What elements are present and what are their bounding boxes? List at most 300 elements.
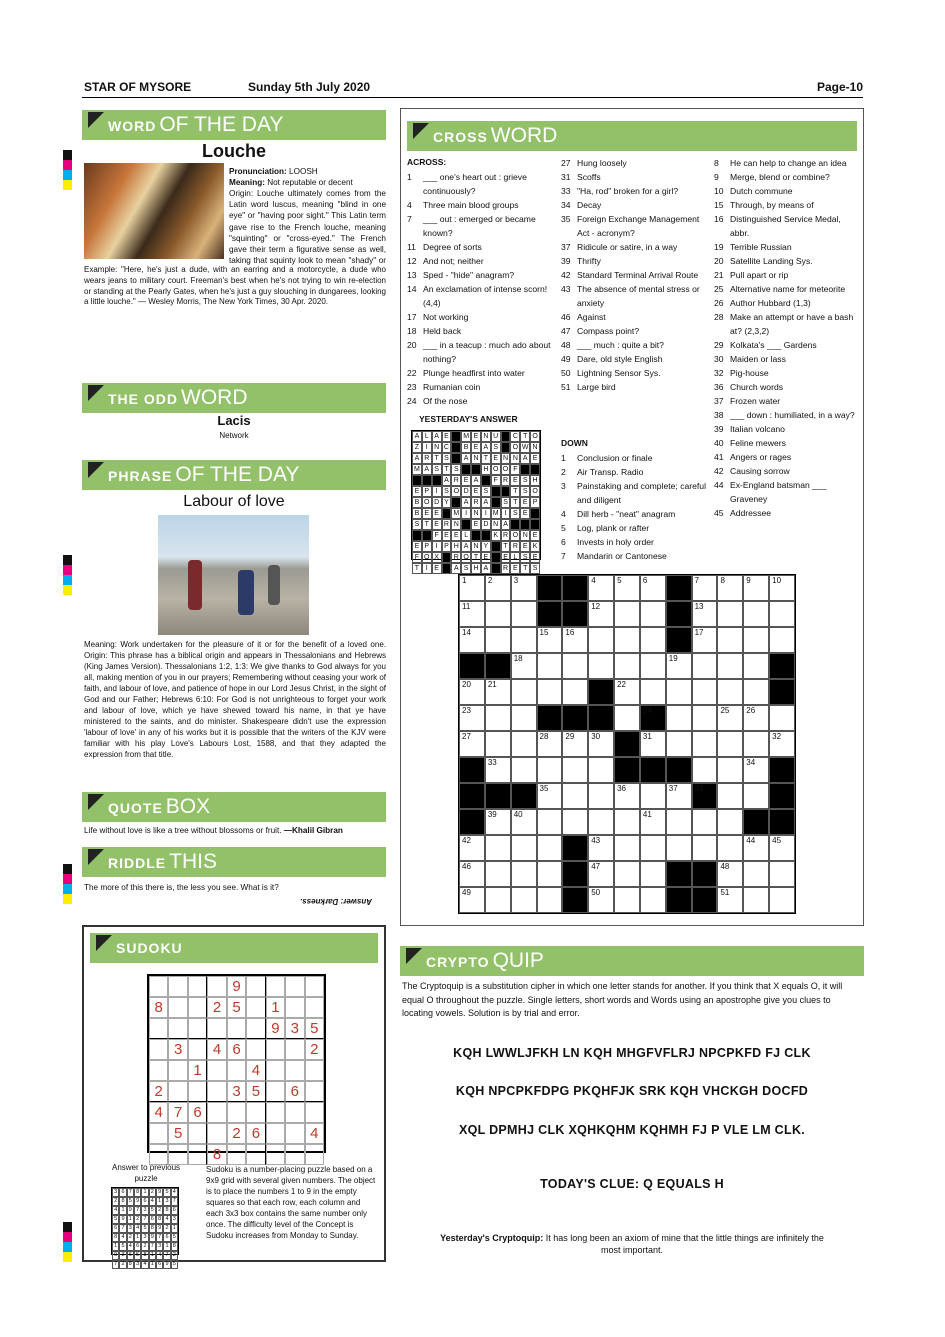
crossword-cell[interactable]	[743, 653, 769, 679]
crossword-cell[interactable]	[459, 861, 485, 887]
crossword-cell[interactable]	[511, 809, 537, 835]
word-of-the-day-banner: WORD OF THE DAY	[82, 110, 386, 140]
crossword-cell[interactable]	[537, 731, 563, 757]
crossword-cell[interactable]	[537, 861, 563, 887]
answer-cell	[451, 442, 461, 453]
cell-number: 13	[694, 602, 704, 611]
sudoku-cell[interactable]	[227, 1144, 246, 1165]
sudoku-cell[interactable]	[266, 1039, 285, 1060]
crossword-cell[interactable]	[743, 887, 769, 913]
crossword-cell[interactable]	[769, 705, 795, 731]
previous-answer-cell: 3	[112, 1188, 119, 1197]
sudoku-cell[interactable]	[149, 1123, 168, 1144]
sudoku-cell[interactable]	[207, 1060, 226, 1081]
answer-cell	[520, 464, 530, 475]
crossword-cell[interactable]	[459, 627, 485, 653]
crossword-cell[interactable]	[511, 627, 537, 653]
crossword-cell[interactable]	[743, 783, 769, 809]
crossword-cell[interactable]	[717, 679, 743, 705]
sudoku-cell: 8	[207, 1144, 226, 1165]
crossword-cell[interactable]	[666, 835, 692, 861]
crossword-cell[interactable]	[717, 653, 743, 679]
sudoku-cell[interactable]	[149, 1039, 168, 1060]
answer-cell	[481, 530, 491, 541]
answer-cell: S	[520, 552, 530, 563]
crossword-cell[interactable]	[537, 809, 563, 835]
crossword-cell[interactable]	[743, 861, 769, 887]
previous-answer-cell: 7	[171, 1197, 178, 1206]
clue: 14 An exclamation of intense scorn! (4,4)	[407, 284, 548, 308]
cell-number: 26	[746, 706, 756, 715]
crossword-cell[interactable]	[666, 705, 692, 731]
crossword-cell[interactable]	[459, 705, 485, 731]
crossword-cell[interactable]	[640, 679, 666, 705]
answer-cell: F	[412, 552, 422, 563]
crossword-cell[interactable]	[743, 575, 769, 601]
sudoku-cell[interactable]	[285, 1123, 304, 1144]
crossword-cell[interactable]	[692, 731, 718, 757]
clue: 24 Of the nose	[407, 396, 468, 406]
crossword-cell[interactable]	[562, 653, 588, 679]
sudoku-cell[interactable]	[168, 997, 187, 1018]
cell-number: 32	[772, 732, 782, 741]
sudoku-cell[interactable]	[305, 997, 324, 1018]
crossword-cell[interactable]	[769, 575, 795, 601]
sudoku-cell[interactable]	[149, 1018, 168, 1039]
crossword-cell[interactable]	[537, 679, 563, 705]
answer-cell: R	[501, 475, 511, 486]
crossword-cell[interactable]	[485, 731, 511, 757]
sudoku-cell[interactable]	[305, 1144, 324, 1165]
answer-cell: D	[481, 519, 491, 530]
previous-answer-cell: 3	[141, 1233, 148, 1242]
crossword-cell[interactable]	[692, 601, 718, 627]
crossword-cell[interactable]	[640, 653, 666, 679]
sudoku-cell[interactable]	[149, 976, 168, 997]
crossword-cell[interactable]	[717, 835, 743, 861]
answer-cell: A	[471, 475, 481, 486]
crossword-cell[interactable]	[588, 757, 614, 783]
answer-cell: F	[432, 530, 442, 541]
sudoku-cell[interactable]	[188, 976, 207, 997]
crossword-cell[interactable]	[614, 809, 640, 835]
sudoku-cell[interactable]	[246, 1144, 265, 1165]
crossword-cell[interactable]	[588, 653, 614, 679]
clue: 15 Through, by means of	[714, 200, 814, 210]
crossword-cell[interactable]	[562, 783, 588, 809]
sudoku-cell[interactable]	[266, 976, 285, 997]
crossword-cell[interactable]	[769, 627, 795, 653]
crossword-cell[interactable]	[717, 861, 743, 887]
cell-number: 51	[720, 888, 730, 897]
clue: 25 Alternative name for meteorite	[714, 284, 846, 294]
registration-marks	[63, 150, 72, 190]
sudoku-cell: 5	[227, 997, 246, 1018]
crossword-cell[interactable]	[459, 679, 485, 705]
crossword-cell[interactable]	[666, 653, 692, 679]
clue: 17 Not working	[407, 312, 469, 322]
crossword-cell[interactable]	[640, 627, 666, 653]
sudoku-cell[interactable]	[188, 1123, 207, 1144]
crossword-cell[interactable]	[666, 731, 692, 757]
sudoku-banner: SUDOKU	[90, 933, 378, 963]
answer-cell: E	[530, 552, 540, 563]
answer-cell: E	[432, 508, 442, 519]
crossword-cell[interactable]	[717, 809, 743, 835]
crossword-cell[interactable]	[562, 679, 588, 705]
crossword-cell[interactable]	[769, 601, 795, 627]
registration-marks	[63, 864, 72, 904]
sudoku-cell[interactable]	[188, 1081, 207, 1102]
sudoku-cell[interactable]	[266, 1060, 285, 1081]
sudoku-cell[interactable]	[285, 1039, 304, 1060]
sudoku-cell[interactable]	[168, 976, 187, 997]
crossword-cell[interactable]	[459, 835, 485, 861]
previous-answer-cell: 9	[163, 1260, 170, 1269]
crossword-cell[interactable]	[743, 705, 769, 731]
sudoku-cell[interactable]	[246, 997, 265, 1018]
sudoku-cell: 3	[227, 1081, 246, 1102]
sudoku-cell[interactable]	[168, 1018, 187, 1039]
previous-answer-cell: 2	[127, 1233, 134, 1242]
answer-cell: U	[491, 431, 501, 442]
crossword-cell[interactable]	[717, 783, 743, 809]
crossword-cell[interactable]	[717, 705, 743, 731]
crossword-cell[interactable]	[640, 861, 666, 887]
cell-number: 30	[591, 732, 601, 741]
crossword-cell	[692, 783, 718, 809]
answer-cell: A	[432, 431, 442, 442]
crossword-cell[interactable]	[485, 887, 511, 913]
crossword-cell[interactable]	[511, 575, 537, 601]
sudoku-cell[interactable]	[246, 1018, 265, 1039]
crossword-cell[interactable]	[614, 627, 640, 653]
sudoku-cell[interactable]	[149, 1060, 168, 1081]
sudoku-cell[interactable]	[168, 1060, 187, 1081]
crossword-cell[interactable]	[640, 783, 666, 809]
crossword-cell[interactable]	[485, 679, 511, 705]
crossword-cell[interactable]	[459, 731, 485, 757]
answer-cell: I	[422, 442, 432, 453]
clue: 23 Rumanian coin	[407, 382, 481, 392]
crossword-cell[interactable]	[743, 601, 769, 627]
header-rule	[82, 97, 863, 98]
crossword-cell[interactable]	[511, 679, 537, 705]
crossword-grid[interactable]	[458, 574, 796, 914]
sudoku-cell[interactable]	[246, 1039, 265, 1060]
answer-cell	[501, 442, 511, 453]
crossword-cell[interactable]	[511, 653, 537, 679]
crossword-cell[interactable]	[769, 731, 795, 757]
crossword-cell[interactable]	[537, 783, 563, 809]
answer-cell: C	[442, 442, 452, 453]
sudoku-cell[interactable]	[305, 1060, 324, 1081]
sudoku-cell[interactable]	[285, 1060, 304, 1081]
sudoku-cell[interactable]	[285, 1102, 304, 1123]
across-clues-col1	[407, 170, 557, 408]
crossword-cell[interactable]	[485, 861, 511, 887]
crossword-cell[interactable]	[692, 575, 718, 601]
crossword-cell[interactable]	[562, 627, 588, 653]
crossword-cell[interactable]	[614, 861, 640, 887]
word-pronunciation: Pronunciation: LOOSH	[229, 167, 318, 176]
sudoku-cell[interactable]	[285, 1144, 304, 1165]
crossword-cell	[459, 653, 485, 679]
answer-cell: T	[520, 431, 530, 442]
crossword-cell[interactable]	[666, 809, 692, 835]
crossword-cell[interactable]	[743, 679, 769, 705]
sudoku-cell[interactable]	[168, 1081, 187, 1102]
previous-answer-cell: 9	[134, 1197, 141, 1206]
crossword-cell[interactable]	[692, 757, 718, 783]
crossword-cell[interactable]	[537, 887, 563, 913]
crossword-cell[interactable]	[588, 809, 614, 835]
cryptoquip-line-2: KQH NPCPKFDPG PKQHFJK SRK KQH VHCKGH DOCFD	[455, 1084, 809, 1098]
clue: 7 ___ out : emerged or became known?	[407, 214, 536, 238]
crossword-cell	[459, 809, 485, 835]
clue: 22 Plunge headfirst into water	[407, 368, 525, 378]
crossword-cell[interactable]	[640, 809, 666, 835]
crossword-cell[interactable]	[640, 731, 666, 757]
answer-cell: O	[510, 442, 520, 453]
answer-cell: B	[461, 442, 471, 453]
crossword-cell[interactable]	[562, 809, 588, 835]
previous-answer-cell: 5	[112, 1215, 119, 1224]
sudoku-cell[interactable]	[285, 997, 304, 1018]
crossword-cell[interactable]	[717, 757, 743, 783]
phrase-body: Meaning: Work undertaken for the pleasure of it or for the benefit of a loved one. Origin: This phrase has a biblical origin and appears in Thessalonians and Hebrews (King James Version). Thessalonians 1:2, 1:3: We give thanks to God always for you all, making mention of you in our prayers; Remembering without ceasing your work of faith, and labour of love, and patience of hope in our Lord Jesus Christ, in the sight of God and our Father; Hebrews 6:10: For God is not unrighteous to forget your work and labour of love, which ye have shewed toward his name, in that ye have ministered to the saints, and do minister. Shakespeare didn't use the expression 'labour of love' in any of his works but it is possible that the writers of the KJV were familiar with his play Love's Labours Lost, 1588, and that they adapted the expression from that title.	[84, 640, 386, 759]
crossword-cell[interactable]	[743, 627, 769, 653]
sudoku-cell[interactable]	[246, 976, 265, 997]
crossword-cell[interactable]	[537, 835, 563, 861]
crossword-cell[interactable]	[717, 731, 743, 757]
previous-answer-cell: 9	[127, 1206, 134, 1215]
sudoku-cell[interactable]	[246, 1102, 265, 1123]
crossword-cell[interactable]	[511, 861, 537, 887]
sudoku-cell[interactable]	[207, 1102, 226, 1123]
answer-cell: W	[521, 444, 529, 451]
paper-name: STAR OF MYSORE	[84, 80, 192, 94]
clue: 1 Conclusion or finale	[561, 453, 653, 463]
sudoku-cell[interactable]	[227, 1102, 246, 1123]
previous-answer-cell: 2	[134, 1215, 141, 1224]
sudoku-cell[interactable]	[188, 1144, 207, 1165]
answer-cell	[481, 475, 491, 486]
answer-cell: A	[412, 453, 422, 464]
cell-number: 45	[772, 836, 782, 845]
crossword-cell[interactable]	[588, 575, 614, 601]
crossword-cell[interactable]	[588, 887, 614, 913]
sudoku-cell[interactable]	[188, 1039, 207, 1060]
clue: 37 Ridicule or satire, in a way	[561, 242, 678, 252]
crossword-cell[interactable]	[640, 835, 666, 861]
sudoku-cell[interactable]	[227, 1018, 246, 1039]
clue: 28 Make an attempt or have a bash at? (2,3,2)	[714, 312, 854, 336]
crossword-cell[interactable]	[485, 627, 511, 653]
answer-cell: T	[510, 497, 520, 508]
crossword-cell[interactable]	[640, 601, 666, 627]
cell-number: 5	[617, 576, 622, 585]
crossword-cell[interactable]	[614, 601, 640, 627]
crossword-cell[interactable]	[666, 679, 692, 705]
crossword-cell[interactable]	[485, 601, 511, 627]
answer-cell	[451, 497, 461, 508]
answer-cell	[442, 552, 452, 563]
crossword-cell[interactable]	[743, 757, 769, 783]
previous-answer-cell: 4	[119, 1233, 126, 1242]
answer-cell: E	[501, 552, 511, 563]
answer-cell: N	[471, 541, 481, 552]
crossword-cell[interactable]	[485, 757, 511, 783]
crossword-cell[interactable]	[640, 887, 666, 913]
crossword-cell[interactable]	[588, 601, 614, 627]
crossword-cell[interactable]	[511, 835, 537, 861]
crossword-cell[interactable]	[485, 809, 511, 835]
clue: 18 Held back	[407, 326, 462, 336]
crossword-cell[interactable]	[743, 731, 769, 757]
sudoku-cell[interactable]	[285, 976, 304, 997]
sudoku-cell[interactable]	[207, 1018, 226, 1039]
answer-cell	[491, 497, 501, 508]
crossword-cell[interactable]	[717, 887, 743, 913]
crossword-cell[interactable]	[614, 653, 640, 679]
crossword-cell[interactable]	[562, 731, 588, 757]
clue: 11 Degree of sorts	[407, 242, 482, 252]
crossword-cell[interactable]	[692, 627, 718, 653]
sudoku-cell[interactable]	[266, 1081, 285, 1102]
sudoku-cell[interactable]	[305, 1081, 324, 1102]
cell-number: 10	[772, 576, 782, 585]
crossword-cell[interactable]	[511, 705, 537, 731]
answer-cell: E	[422, 508, 432, 519]
crossword-cell[interactable]	[717, 601, 743, 627]
previous-answer-cell: 8	[156, 1215, 163, 1224]
crossword-cell[interactable]	[692, 705, 718, 731]
crossword-cell[interactable]	[485, 835, 511, 861]
crossword-cell[interactable]	[769, 835, 795, 861]
crossword-cell[interactable]	[588, 783, 614, 809]
sudoku-grid[interactable]	[147, 974, 326, 1163]
answer-cell: R	[442, 519, 452, 530]
sudoku-cell: 8	[149, 997, 168, 1018]
sudoku-cell[interactable]	[266, 1144, 285, 1165]
sudoku-cell[interactable]	[266, 1123, 285, 1144]
sudoku-cell[interactable]	[227, 1060, 246, 1081]
crossword-cell[interactable]	[588, 731, 614, 757]
crossword-cell[interactable]	[614, 887, 640, 913]
previous-answer-cell: 3	[127, 1224, 134, 1233]
crossword-cell[interactable]	[692, 809, 718, 835]
crossword-cell[interactable]	[537, 627, 563, 653]
cell-number: 9	[746, 576, 751, 585]
crossword-cell[interactable]	[692, 679, 718, 705]
answer-cell	[491, 552, 501, 563]
crossword-cell[interactable]	[537, 757, 563, 783]
crossword-cell[interactable]	[614, 679, 640, 705]
clue: 12 And not; neither	[407, 256, 484, 266]
crossword-cell[interactable]	[459, 601, 485, 627]
previous-answer-cell: 1	[163, 1242, 170, 1251]
crossword-cell[interactable]	[588, 861, 614, 887]
crossword-cell	[614, 731, 640, 757]
previous-answer-cell: 3	[163, 1197, 170, 1206]
sudoku-cell[interactable]	[305, 1102, 324, 1123]
previous-answer-cell: 4	[112, 1206, 119, 1215]
clue: 13 Sped - "hide" anagram?	[407, 270, 515, 280]
crossword-cell[interactable]	[692, 835, 718, 861]
crossword-cell[interactable]	[614, 783, 640, 809]
crossword-cell[interactable]	[588, 835, 614, 861]
crossword-cell[interactable]	[769, 861, 795, 887]
crossword-cell[interactable]	[511, 887, 537, 913]
sudoku-cell[interactable]	[188, 1018, 207, 1039]
crossword-cell[interactable]	[459, 887, 485, 913]
crossword-cell[interactable]	[485, 705, 511, 731]
crossword-cell[interactable]	[717, 575, 743, 601]
sudoku-cell[interactable]	[207, 976, 226, 997]
previous-answer-cell: 7	[163, 1251, 170, 1260]
clue: 27 Hung loosely	[561, 158, 627, 168]
crossword-cell[interactable]	[769, 887, 795, 913]
crossword-cell[interactable]	[511, 757, 537, 783]
answer-cell: S	[442, 453, 452, 464]
crossword-cell[interactable]	[588, 627, 614, 653]
crossword-cell[interactable]	[743, 835, 769, 861]
sudoku-cell[interactable]	[207, 1081, 226, 1102]
crossword-cell[interactable]	[537, 653, 563, 679]
answer-cell: S	[412, 519, 422, 530]
phrase-photo	[158, 515, 309, 635]
cell-number: 25	[720, 706, 730, 715]
clue: 26 Author Hubbard (1,3)	[714, 298, 811, 308]
sudoku-cell[interactable]	[207, 1123, 226, 1144]
crossword-cell	[562, 575, 588, 601]
crossword-cell[interactable]	[511, 731, 537, 757]
answer-cell: S	[510, 508, 520, 519]
answer-cell: T	[442, 464, 452, 475]
answer-cell: E	[432, 519, 442, 530]
crossword-cell[interactable]	[666, 783, 692, 809]
answer-cell: S	[520, 475, 530, 486]
clue: 42 Standard Terminal Arrival Route	[561, 270, 699, 280]
answer-cell: E	[461, 475, 471, 486]
sudoku-cell[interactable]	[188, 997, 207, 1018]
crossword-cell[interactable]	[614, 705, 640, 731]
sudoku-cell[interactable]	[266, 1102, 285, 1123]
crossword-cell[interactable]	[562, 757, 588, 783]
crossword-cell[interactable]	[614, 575, 640, 601]
crossword-cell[interactable]	[485, 575, 511, 601]
crossword-cell	[588, 705, 614, 731]
crossword-cell[interactable]	[692, 653, 718, 679]
previous-answer-cell: 6	[163, 1233, 170, 1242]
answer-cell: A	[461, 497, 471, 508]
clue: 42 Causing sorrow	[714, 466, 790, 476]
cell-number: 47	[591, 862, 601, 871]
clue: 20 Satellite Landing Sys.	[714, 256, 813, 266]
crossword-cell[interactable]	[459, 575, 485, 601]
crossword-cell[interactable]	[717, 627, 743, 653]
sudoku-cell[interactable]	[305, 976, 324, 997]
crossword-cell[interactable]	[511, 601, 537, 627]
crossword-cell[interactable]	[640, 575, 666, 601]
clue: 46 Against	[561, 312, 606, 322]
previous-answer-cell: 9	[156, 1224, 163, 1233]
answer-cell: E	[442, 530, 452, 541]
answer-cell: N	[530, 442, 540, 453]
crossword-cell[interactable]	[614, 835, 640, 861]
answer-cell: O	[422, 552, 432, 563]
